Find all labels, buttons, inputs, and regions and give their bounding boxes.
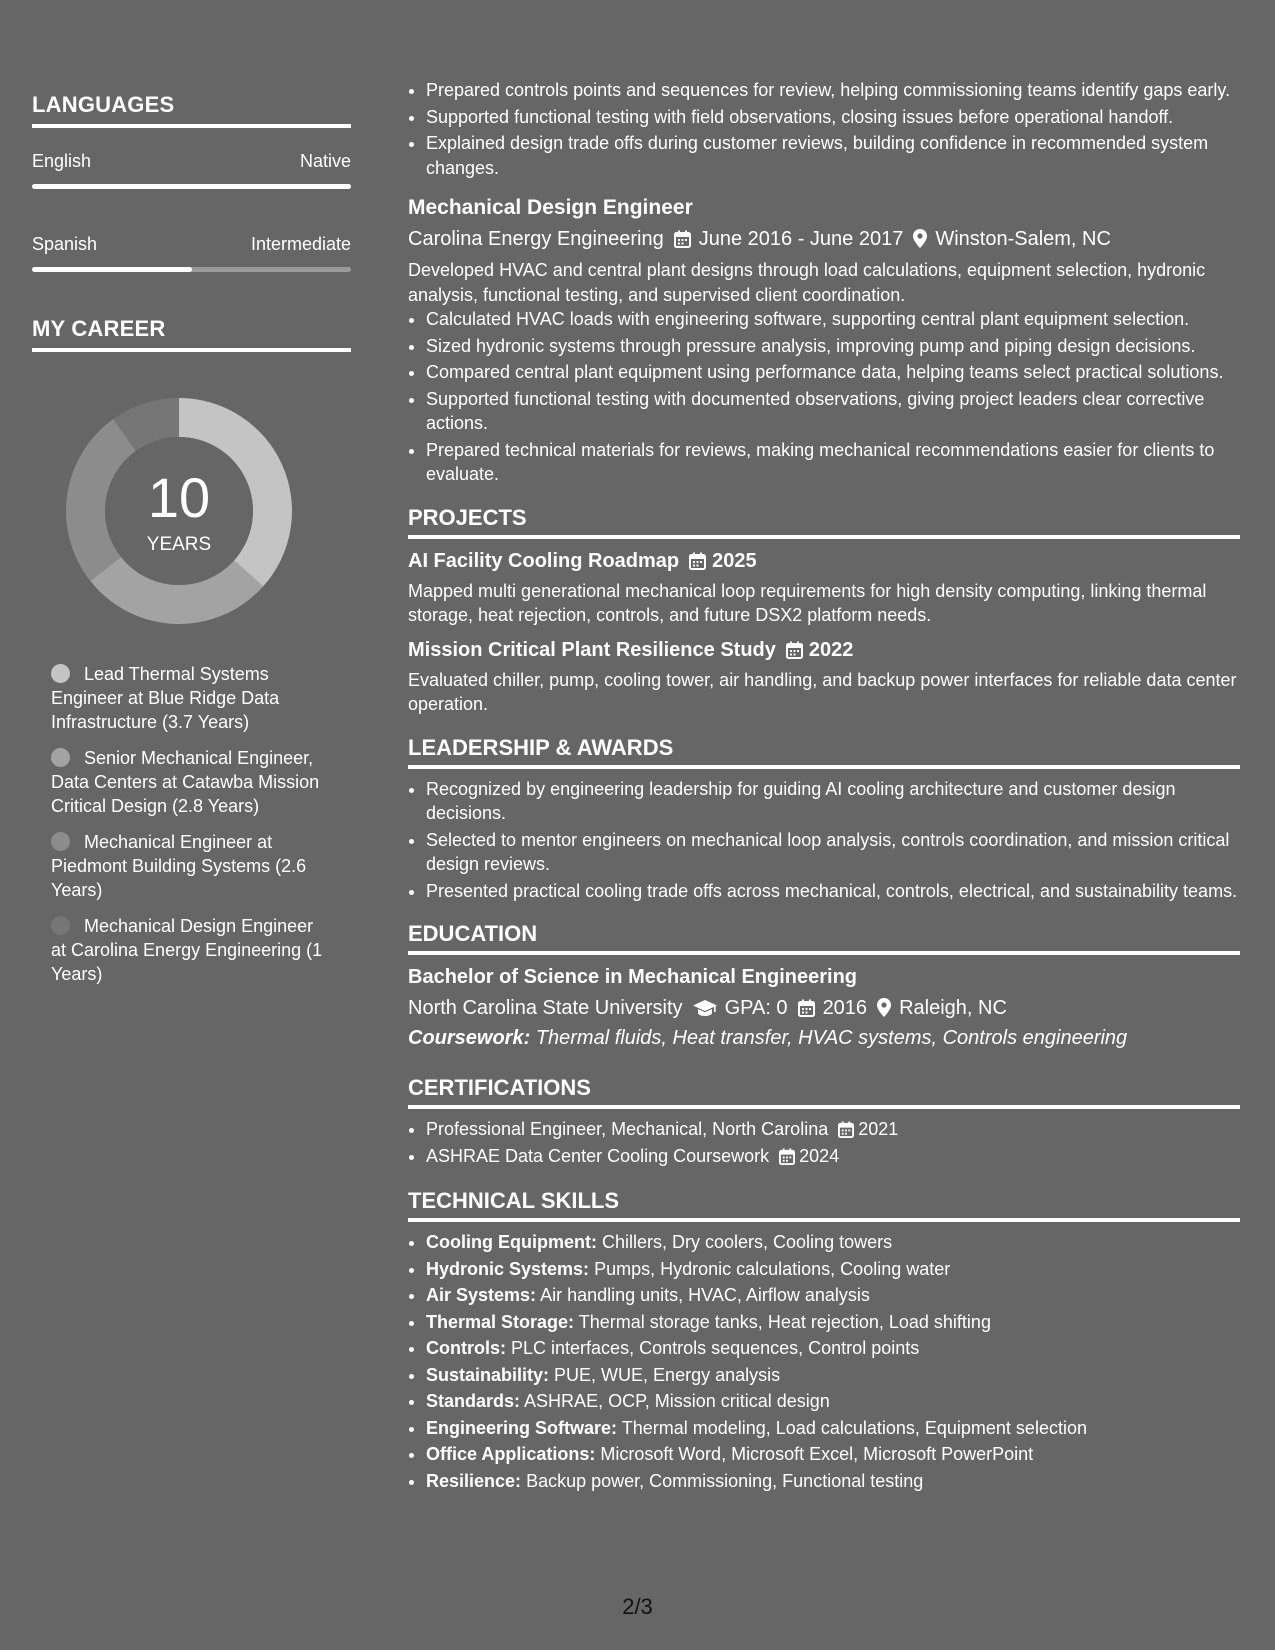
- skill-item: [426, 1230, 1240, 1255]
- career-item-text: Lead Thermal Systems Engineer at Blue Ridge Data Infrastructure (3.7 Years): [51, 664, 280, 732]
- skill-value: PLC interfaces, Controls sequences, Control points: [511, 1338, 920, 1358]
- graduation-cap-icon: [693, 999, 717, 1017]
- education-coursework: [408, 1023, 1240, 1053]
- skill-label: Cooling Equipment:: [426, 1232, 597, 1252]
- education-year: 2016: [822, 997, 868, 1019]
- project-item: [408, 547, 1240, 628]
- job-title: Mechanical Design Engineer: [408, 196, 693, 219]
- career-years-unit: YEARS: [146, 534, 212, 555]
- coursework-list: Thermal fluids, Heat transfer, HVAC systems, Controls engineering: [535, 1027, 1128, 1049]
- career-donut-chart: [64, 396, 294, 626]
- bullet-item: • Sized hydronic systems through pressure analysis, improving pump and piping design decisions.: [426, 334, 1240, 359]
- skill-label: Hydronic Systems:: [426, 1258, 590, 1279]
- job-meta: [408, 224, 1240, 254]
- skill-value: Air handling units, HVAC, Airflow analysis: [540, 1285, 870, 1305]
- project-year: 2022: [808, 638, 854, 661]
- education-location: Raleigh, NC: [899, 997, 1007, 1019]
- skill-value: Backup power, Commissioning, Functional testing: [526, 1470, 924, 1491]
- calendar-icon: [838, 1121, 854, 1138]
- career-heading: MY CAREER: [32, 316, 351, 352]
- language-name: Spanish: [32, 234, 98, 254]
- skill-item: [426, 1336, 1240, 1361]
- certifications-heading: CERTIFICATIONS: [408, 1075, 1240, 1109]
- certification-item: [426, 1144, 1240, 1169]
- skill-label: Resilience:: [426, 1470, 522, 1491]
- career-color-dot: [51, 664, 70, 683]
- skill-item: [426, 1389, 1240, 1414]
- calendar-icon: [779, 1148, 795, 1165]
- education-school: North Carolina State University: [408, 997, 683, 1019]
- skill-label: Sustainability:: [426, 1364, 550, 1385]
- language-item: [32, 150, 351, 189]
- career-item-text: Mechanical Design Engineer at Carolina Energy Engineering (1 Years): [51, 916, 323, 984]
- calendar-icon: [674, 230, 691, 248]
- skill-item: [426, 1257, 1240, 1282]
- project-item: [408, 636, 1240, 717]
- skill-label: Office Applications:: [426, 1444, 596, 1464]
- skill-value: Chillers, Dry coolers, Cooling towers: [602, 1232, 893, 1252]
- career-list: [51, 662, 331, 986]
- job-location: Winston-Salem, NC: [935, 228, 1111, 250]
- certification-year: 2024: [799, 1145, 840, 1166]
- career-color-dot: [51, 748, 70, 767]
- education-gpa: GPA: 0: [724, 997, 788, 1019]
- calendar-icon: [798, 999, 815, 1017]
- career-item: [51, 830, 331, 902]
- bullet-item: • Calculated HVAC loads with engineering software, supporting central plant equipment selection.: [426, 307, 1240, 332]
- career-item: [51, 746, 331, 818]
- bullet-item: • Compared central plant equipment using performance data, helping teams select practical solutions.: [426, 360, 1240, 385]
- career-item-text: Senior Mechanical Engineer, Data Centers at Catawba Mission Critical Design (2.8 Years): [51, 748, 320, 816]
- skill-item: [426, 1310, 1240, 1335]
- education-degree: Bachelor of Science in Mechanical Engineering: [408, 966, 858, 988]
- skills-heading: TECHNICAL SKILLS: [408, 1188, 1240, 1222]
- project-title: AI Facility Cooling Roadmap: [408, 549, 680, 572]
- career-item: [51, 914, 331, 986]
- bullet-item: • Explained design trade offs during customer reviews, building confidence in recommended system changes.: [426, 131, 1240, 180]
- skill-item: [426, 1442, 1240, 1467]
- language-proficiency-fill: [32, 184, 351, 189]
- bullet-item: • Supported functional testing with documented observations, giving project leaders clear corrective actions.: [426, 387, 1240, 436]
- project-description: Evaluated chiller, pump, cooling tower, air handling, and backup power interfaces for reliable data center operation.: [408, 669, 1237, 714]
- skill-item: [426, 1363, 1240, 1388]
- skill-value: Pumps, Hydronic calculations, Cooling water: [594, 1258, 951, 1279]
- skill-value: Thermal storage tanks, Heat rejection, Load shifting: [578, 1311, 991, 1332]
- projects-heading: PROJECTS: [408, 505, 1240, 539]
- languages-heading: LANGUAGES: [32, 92, 351, 128]
- skill-value: ASHRAE, OCP, Mission critical design: [524, 1391, 830, 1411]
- job-description: Developed HVAC and central plant designs through load calculations, equipment selection, hydronic analysis, functional testing, and supervised client coordination.: [408, 260, 1206, 305]
- skill-label: Air Systems:: [426, 1285, 537, 1305]
- language-proficiency-bar: [32, 184, 351, 189]
- job-company: Carolina Energy Engineering: [408, 228, 664, 250]
- language-level: Intermediate: [250, 234, 351, 254]
- bullet-item: • Supported functional testing with field observations, closing issues before operational handoff.: [426, 105, 1240, 130]
- calendar-icon: [786, 641, 803, 659]
- bullet-item: • Presented practical cooling trade offs across mechanical, controls, electrical, and sustainability teams.: [426, 879, 1240, 904]
- skill-item: [426, 1283, 1240, 1308]
- leadership-heading: LEADERSHIP & AWARDS: [408, 735, 1240, 769]
- main-content: [408, 78, 1240, 1495]
- job-dates: June 2016 - June 2017: [698, 228, 904, 250]
- skills-list: [408, 1230, 1240, 1493]
- career-color-dot: [51, 832, 70, 851]
- certifications-list: [408, 1117, 1240, 1168]
- coursework-label: Coursework:: [408, 1027, 531, 1049]
- bullet-item: • Recognized by engineering leadership for guiding AI cooling architecture and customer design decisions.: [426, 777, 1240, 826]
- bullet-item: • Selected to mentor engineers on mechanical loop analysis, controls coordination, and mission critical design reviews.: [426, 828, 1240, 877]
- skill-label: Thermal Storage:: [426, 1311, 575, 1332]
- skill-label: Standards:: [426, 1391, 521, 1411]
- language-proficiency-fill: [32, 267, 192, 272]
- certification-item: [426, 1117, 1240, 1142]
- location-pin-icon: [877, 998, 891, 1017]
- language-level: Native: [299, 151, 351, 171]
- project-year: 2025: [712, 549, 757, 572]
- career-color-dot: [51, 916, 70, 935]
- certification-name: Professional Engineer, Mechanical, North Carolina: [426, 1119, 829, 1139]
- leadership-list: [408, 777, 1240, 904]
- skill-value: Microsoft Word, Microsoft Excel, Microsoft PowerPoint: [600, 1444, 1034, 1464]
- certification-year: 2021: [858, 1119, 899, 1139]
- language-item: [32, 233, 351, 272]
- career-total-years: 10: [147, 466, 211, 529]
- skill-value: PUE, WUE, Energy analysis: [554, 1364, 781, 1385]
- career-item: [51, 662, 331, 734]
- education-heading: EDUCATION: [408, 921, 1240, 955]
- skill-label: Engineering Software:: [426, 1417, 618, 1438]
- language-name: English: [32, 151, 92, 171]
- project-title: Mission Critical Plant Resilience Study: [408, 638, 776, 661]
- sidebar: [32, 92, 351, 998]
- location-pin-icon: [913, 229, 927, 248]
- education-meta: [408, 993, 1240, 1023]
- project-description: Mapped multi generational mechanical loop requirements for high density computing, linking thermal storage, heat rejection, controls, and future DSX2 platform needs.: [408, 580, 1207, 625]
- page-number: 2/3: [622, 1594, 653, 1619]
- bullet-item: • Prepared technical materials for reviews, making mechanical recommendations easier for clients to evaluate.: [426, 438, 1240, 487]
- job-bullets: [408, 307, 1240, 487]
- previous-job-bullets: [408, 78, 1240, 180]
- bullet-item: • Prepared controls points and sequences for review, helping commissioning teams identify gaps early.: [426, 78, 1240, 103]
- skill-item: [426, 1469, 1240, 1494]
- career-item-text: Mechanical Engineer at Piedmont Building Systems (2.6 Years): [51, 832, 307, 900]
- calendar-icon: [689, 552, 706, 570]
- skill-label: Controls:: [426, 1338, 506, 1358]
- skill-item: [426, 1416, 1240, 1441]
- language-proficiency-bar: [32, 267, 351, 272]
- certification-name: ASHRAE Data Center Cooling Coursework: [426, 1145, 770, 1166]
- skill-value: Thermal modeling, Load calculations, Equipment selection: [621, 1417, 1087, 1438]
